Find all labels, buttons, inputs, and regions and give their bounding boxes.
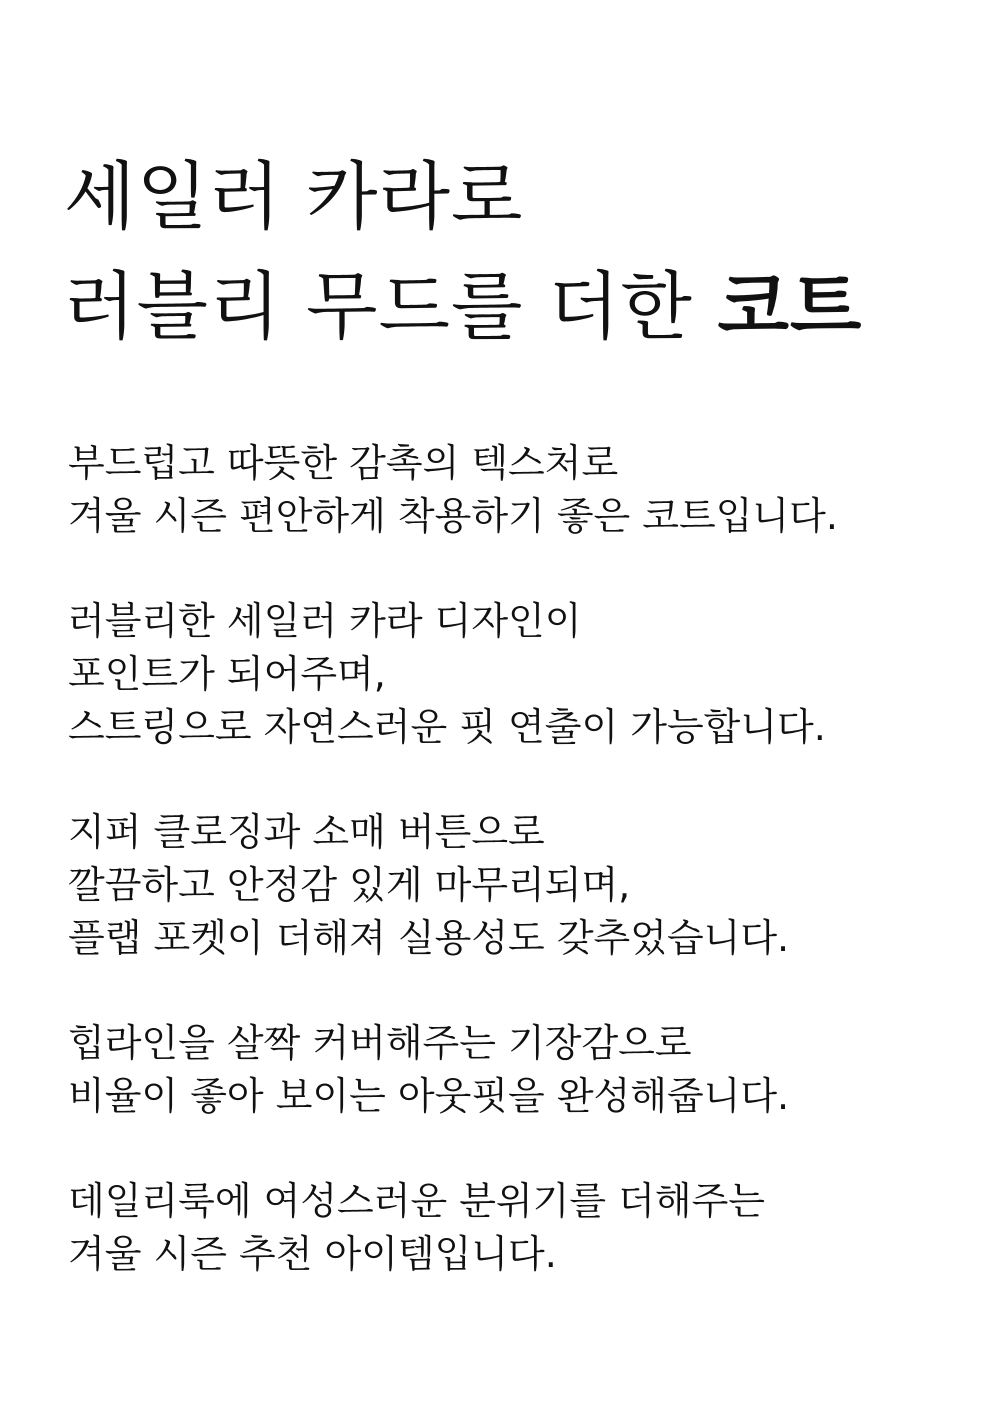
headline-line-2-text: 러블리 무드를 더한: [64, 264, 718, 350]
paragraph-collar: [68, 595, 948, 754]
headline-emphasis: 코트: [717, 264, 863, 350]
paragraph-closure: [68, 806, 948, 965]
headline-line-2: [64, 252, 964, 362]
paragraph-line: 데일리룩에 여성스러운 분위기를 더해주는: [68, 1179, 765, 1223]
paragraph-line: 러블리한 세일러 카라 디자인이: [68, 599, 582, 643]
paragraph-line: 부드럽고 따뜻한 감촉의 텍스처로: [68, 441, 619, 485]
headline-line-1: 세일러 카라로: [64, 154, 524, 240]
paragraph-line: 깔끔하고 안정감 있게 마무리되며,: [68, 863, 631, 907]
paragraph-line: 플랩 포켓이 더해져 실용성도 갖추었습니다.: [68, 916, 790, 960]
description-body: [68, 437, 948, 1333]
paragraph-line: 포인트가 되어주며,: [68, 652, 386, 696]
paragraph-recommendation: [68, 1175, 948, 1281]
paragraph-line: 힙라인을 살짝 커버해주는 기장감으로: [68, 1021, 692, 1065]
paragraph-texture: [68, 437, 948, 543]
paragraph-line: 스트링으로 자연스러운 핏 연출이 가능합니다.: [68, 705, 826, 749]
paragraph-line: 비율이 좋아 보이는 아웃핏을 완성해줍니다.: [68, 1074, 790, 1118]
paragraph-line: 겨울 시즌 추천 아이템입니다.: [68, 1232, 557, 1276]
headline: [64, 142, 964, 362]
paragraph-length: [68, 1017, 948, 1123]
paragraph-line: 겨울 시즌 편안하게 착용하기 좋은 코트입니다.: [68, 494, 838, 538]
paragraph-line: 지퍼 클로징과 소매 버튼으로: [68, 810, 545, 854]
